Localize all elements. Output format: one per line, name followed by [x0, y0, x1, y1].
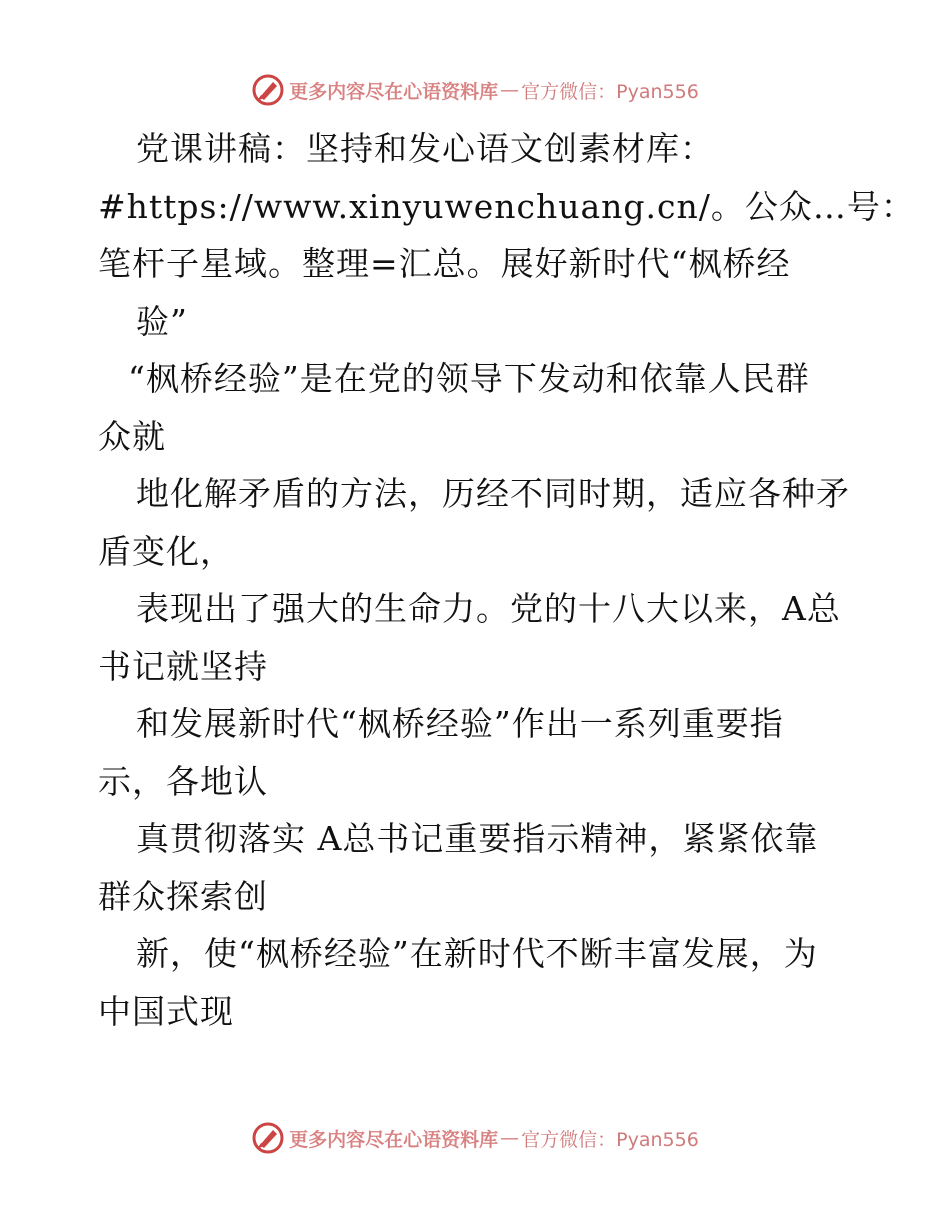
body-line-12: 示，各地认 — [98, 761, 268, 801]
header-banner-dash: — — [500, 79, 520, 101]
body-line-14: 群众探索创 — [98, 876, 268, 916]
header-banner-text: 更多内容尽在心语资料库 — [289, 80, 499, 103]
body-line-7: 地化解矛盾的方法，历经不同时期，适应各种矛 — [136, 474, 850, 513]
body-line-15: 新，使“枫桥经验”在新时代不断丰富发展，为 — [136, 934, 818, 973]
footer-banner-text: 更多内容尽在心语资料库 — [289, 1128, 499, 1151]
body-line-1: 党课讲稿：坚持和发心语文创素材库： — [136, 129, 714, 168]
footer-banner-dash: — — [500, 1127, 520, 1149]
header-banner — [0, 70, 950, 110]
body-line-11: 和发展新时代“枫桥经验”作出一系列重要指 — [136, 704, 784, 743]
body-line-6: 众就 — [98, 416, 166, 456]
footer-banner — [0, 1118, 950, 1158]
body-line-8: 盾变化， — [98, 531, 234, 571]
brand-logo-icon — [251, 1121, 285, 1155]
header-banner-wechat: 官方微信：Pyan556 — [521, 80, 699, 103]
body-line-3: 笔杆子星域。整理=汇总。展好新时代“枫桥经 — [98, 244, 791, 283]
body-line-4: 验” — [136, 301, 188, 341]
body-line-10: 书记就坚持 — [98, 646, 268, 686]
footer-banner-wechat: 官方微信：Pyan556 — [521, 1128, 699, 1151]
body-line-16: 中国式现 — [98, 991, 234, 1031]
body-line-5: “枫桥经验”是在党的领导下发动和依靠人民群 — [128, 359, 810, 398]
body-line-2: #https://www.xinyuwenchuang.cn/。公众…号： — [98, 186, 915, 226]
brand-logo-icon — [251, 73, 285, 107]
body-line-9: 表现出了强大的生命力。党的十八大以来，A总 — [136, 589, 841, 628]
document-body — [98, 120, 915, 1040]
body-line-13: 真贯彻落实 A总书记重要指示精神，紧紧依靠 — [136, 819, 819, 858]
